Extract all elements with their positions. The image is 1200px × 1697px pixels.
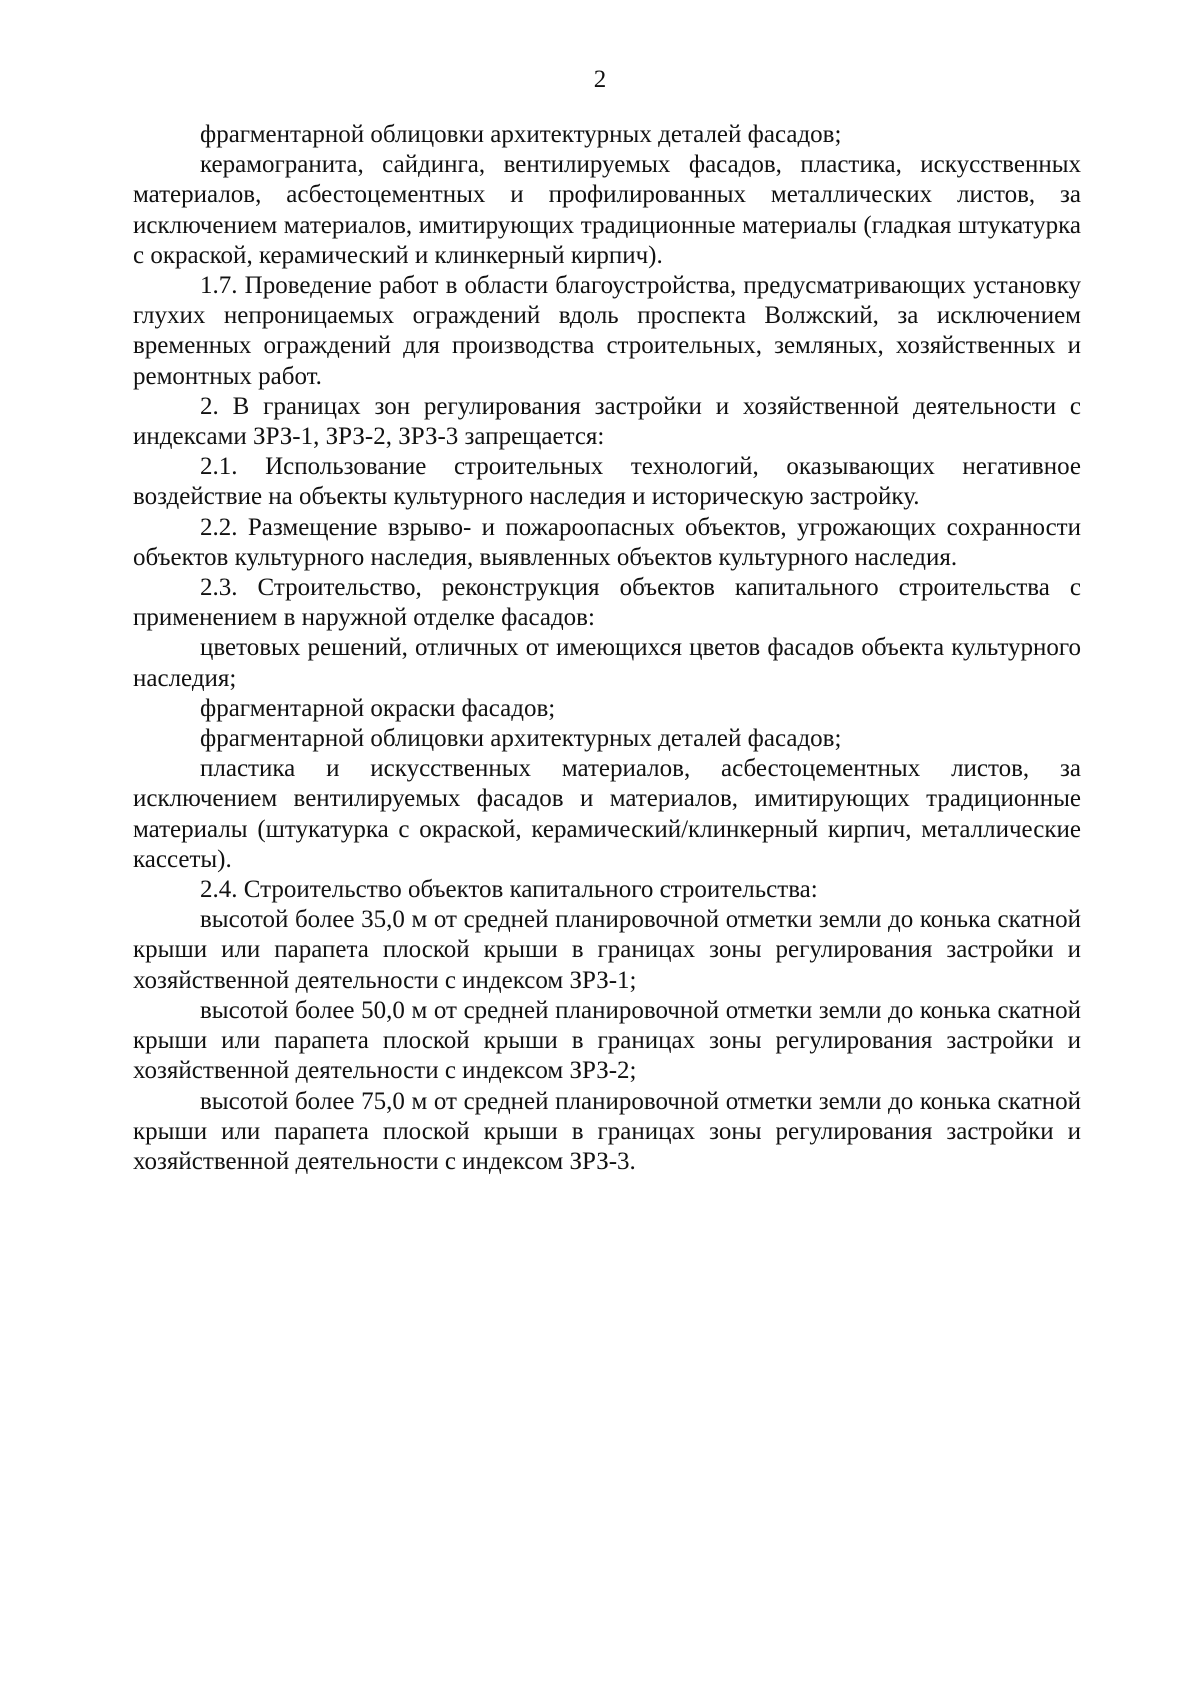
- paragraph: 2.3. Строительство, реконструкция объектов капитального строительства с применением в наружной отделке фасадов:: [133, 574, 1081, 632]
- paragraph: 1.7. Проведение работ в области благоустройства, предусматривающих установку глухих непроницаемых ограждений вдоль проспекта Волжский, за исключением временных ограждений для производства строительных, земляных, хозяйственных и ремонтных работ.: [133, 272, 1081, 390]
- paragraph: керамогранита, сайдинга, вентилируемых фасадов, пластика, искусственных материалов, асбестоцементных и профилированных металлических листов, за исключением материалов, имитирующих традиционные материалы (гладкая штукатурка с окраской, керамический и клинкерный кирпич).: [133, 151, 1081, 269]
- paragraph: пластика и искусственных материалов, асбестоцементных листов, за исключением вентилируемых фасадов и материалов, имитирующих традиционные материалы (штукатурка с окраской, керамический/клинкерный кирпич, металлические кассеты).: [133, 755, 1081, 873]
- paragraph: 2.2. Размещение взрыво- и пожароопасных объектов, угрожающих сохранности объектов культурного наследия, выявленных объектов культурного наследия.: [133, 513, 1081, 571]
- document-body: [133, 120, 1081, 1177]
- paragraph: высотой более 50,0 м от средней планировочной отметки земли до конька скатной крыши или парапета плоской крыши в границах зоны регулирования застройки и хозяйственной деятельности с индексом ЗРЗ-2;: [133, 996, 1081, 1085]
- paragraph: высотой более 75,0 м от средней планировочной отметки земли до конька скатной крыши или парапета плоской крыши в границах зоны регулирования застройки и хозяйственной деятельности с индексом ЗРЗ-3.: [133, 1087, 1081, 1175]
- paragraph: фрагментарной облицовки архитектурных деталей фасадов;: [200, 725, 842, 753]
- paragraph: фрагментарной окраски фасадов;: [200, 694, 556, 722]
- paragraph: фрагментарной облицовки архитектурных деталей фасадов;: [200, 121, 842, 148]
- paragraph: 2.1. Использование строительных технологий, оказывающих негативное воздействие на объекты культурного наследия и историческую застройку.: [133, 453, 1081, 511]
- page-number: 2: [593, 66, 607, 93]
- paragraph: цветовых решений, отличных от имеющихся цветов фасадов объекта культурного наследия;: [133, 634, 1081, 692]
- paragraph: 2.4. Строительство объектов капитального строительства:: [200, 876, 818, 904]
- paragraph: высотой более 35,0 м от средней планировочной отметки земли до конька скатной крыши или парапета плоской крыши в границах зоны регулирования застройки и хозяйственной деятельности с индексом ЗРЗ-1;: [133, 906, 1081, 994]
- paragraph: 2. В границах зон регулирования застройки и хозяйственной деятельности с индексами ЗРЗ-1, ЗРЗ-2, ЗРЗ-3 запрещается:: [133, 392, 1081, 451]
